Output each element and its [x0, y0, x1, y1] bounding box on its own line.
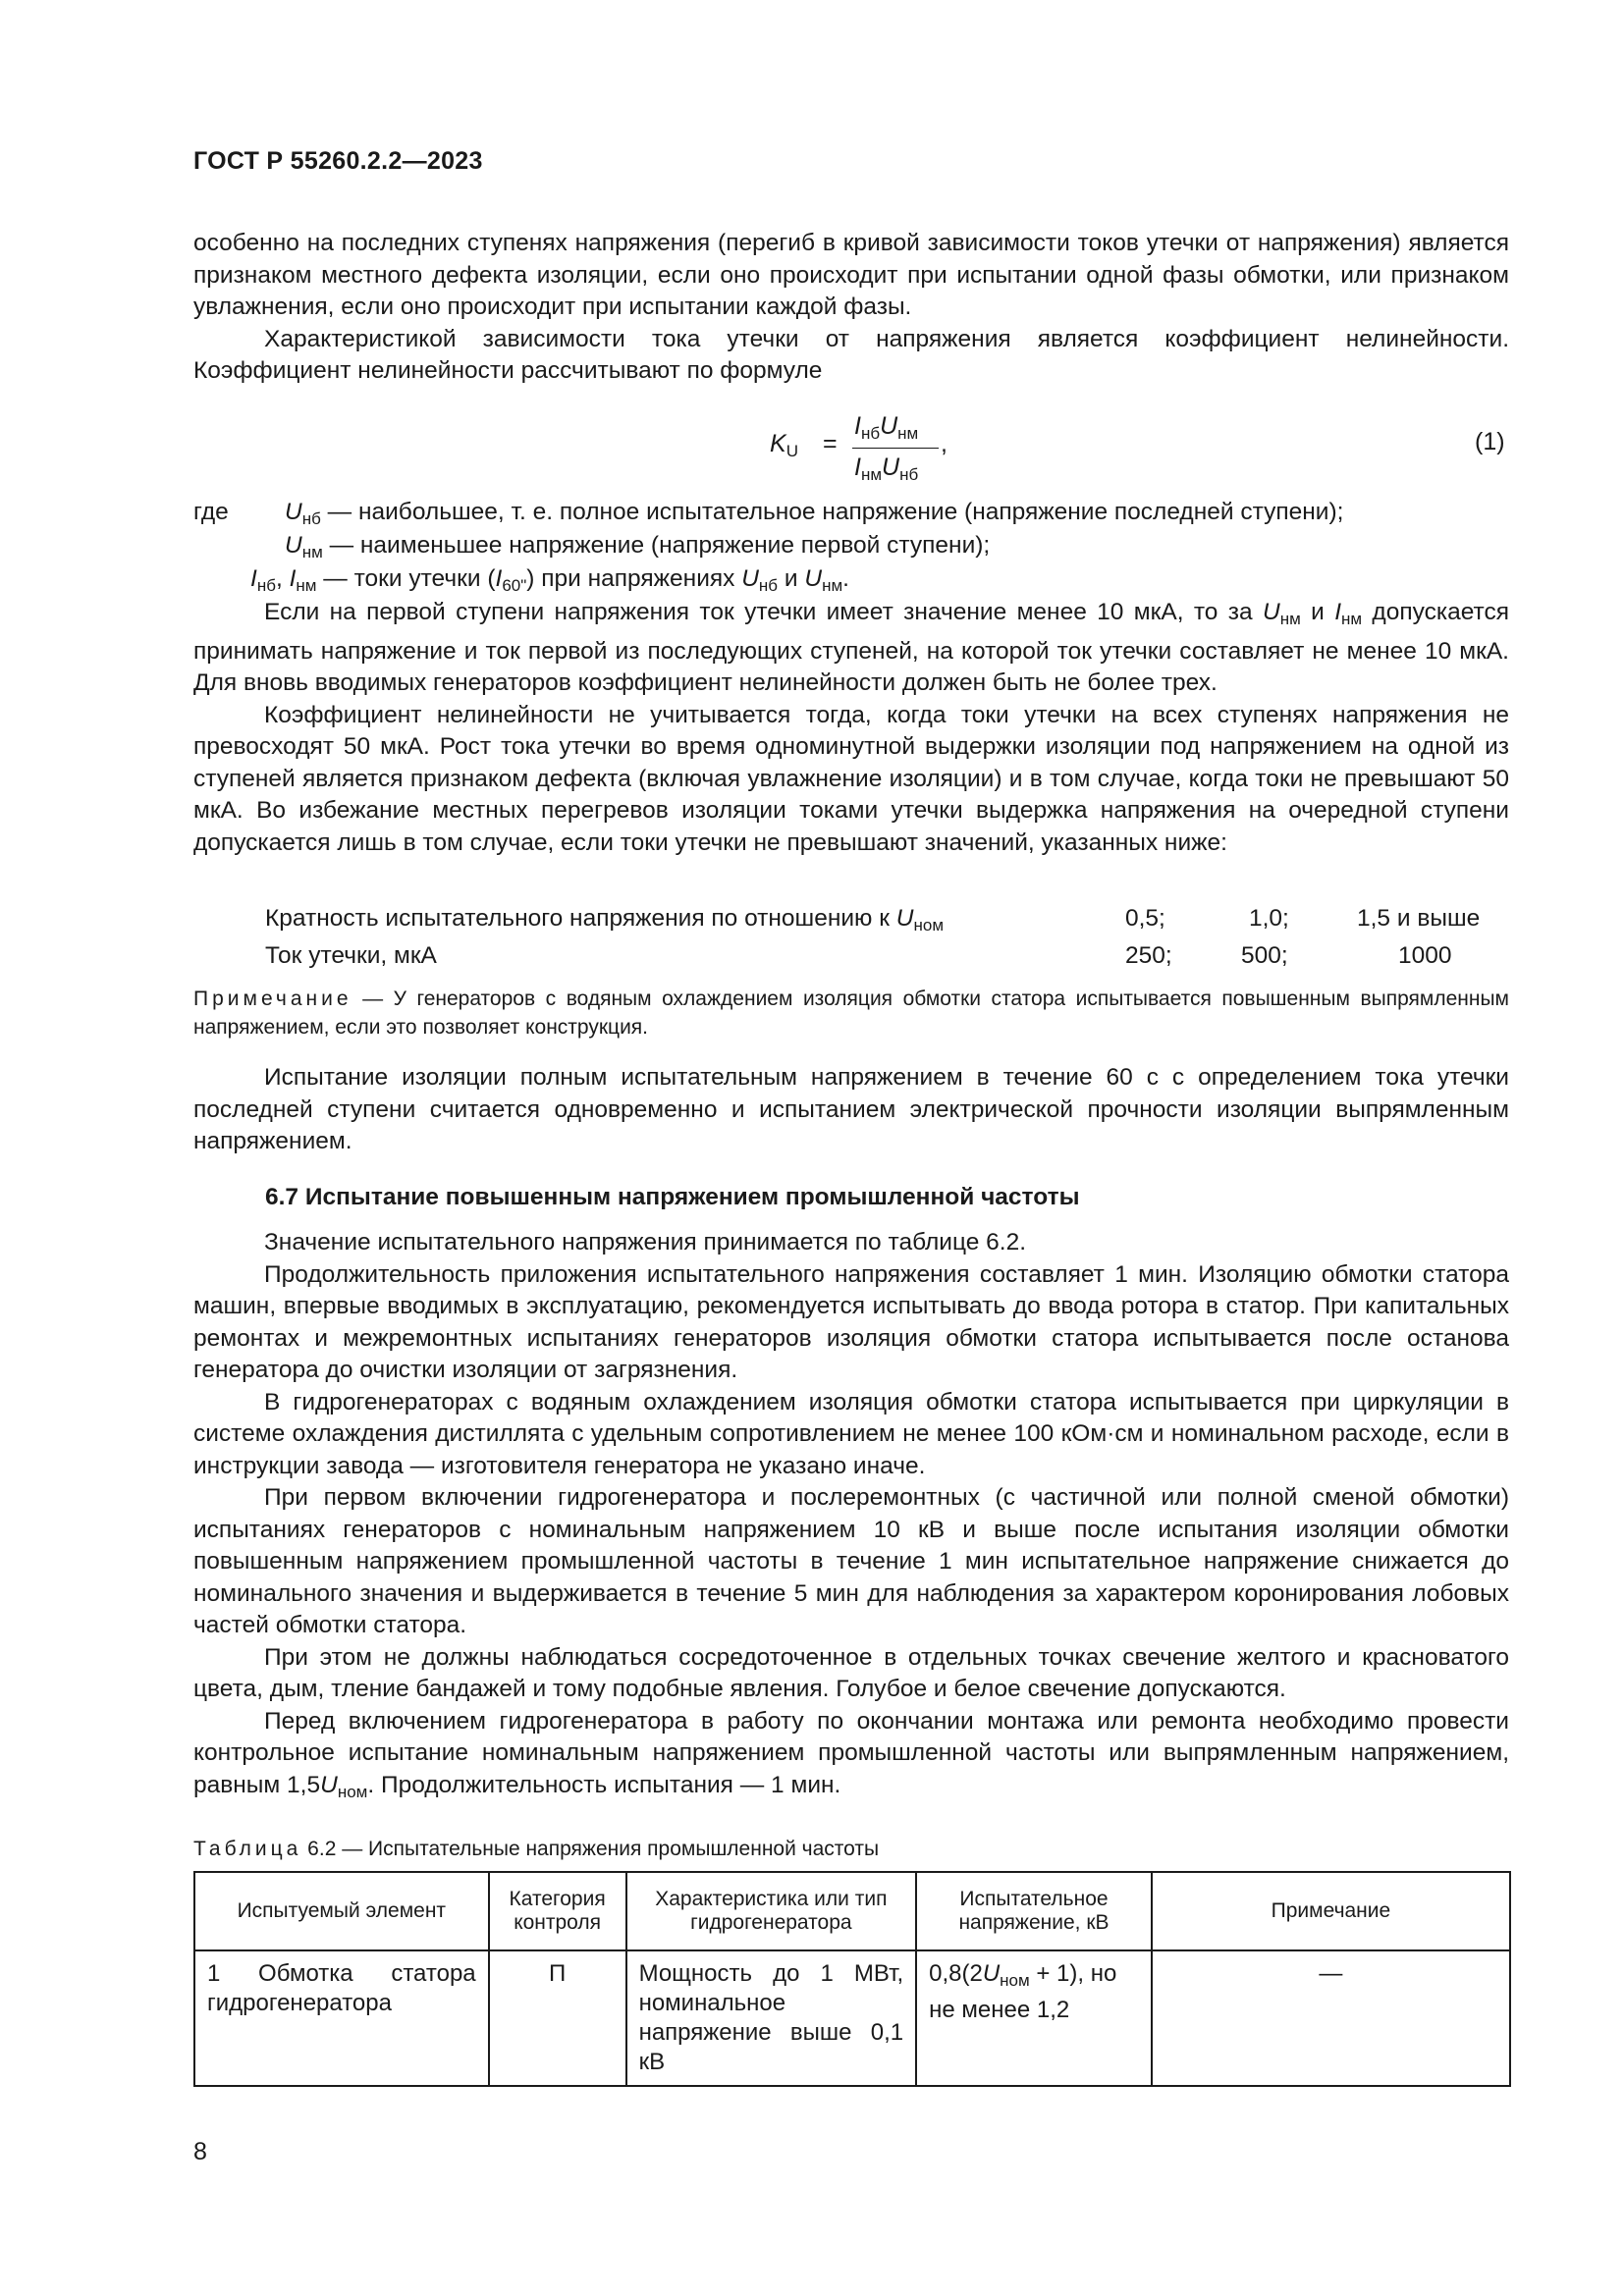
ratio-value: 1000: [1398, 942, 1452, 969]
paragraph: Значение испытательного напряжения принимается по таблице 6.2.: [264, 1229, 1027, 1255]
table-cell: —: [1152, 1950, 1510, 2086]
test-voltage-table: [193, 1871, 1511, 2087]
paragraph: Если на первой ступени напряжения ток утечки имеет значение менее 10 мкА, то за $U_{нм}$ и $I_{нм}$ допускается принимать напряжение и ток первой из последующих ступеней, на которой ток утечки составляет не менее 10 мкА. Для вновь вводимых генераторов коэффициент нелинейности должен быть не более трех.: [193, 599, 1510, 696]
paragraph: При этом не должны наблюдаться сосредоточенное в отдельных точках свечение желтого и красноватого цвета, дым, тление бандажей и тому подобные явления. Голубое и белое свечение допускаются.: [193, 1643, 1509, 1702]
body-block-2: [193, 1062, 1509, 1158]
table-header-cell: Примечание: [1152, 1872, 1510, 1950]
note: Примечание — У генераторов с водяным охлаждением изоляция обмотки статора испытывается повышенным выпрямленным напряжением, если это позволяет конструкция.: [193, 988, 1509, 1039]
where-label: где: [193, 499, 229, 525]
table-cell: П: [489, 1950, 626, 2086]
ratio-value: 250;: [1125, 942, 1172, 969]
ratio-value: 1,5 и выше: [1357, 905, 1481, 932]
formula-number: (1): [1475, 428, 1505, 455]
where-item-currents: $I_{нб}$, $I_{нм}$ — токи утечки $(I_{60"})$ при напряжениях $U_{нб}$ и $U_{нм}$.: [250, 565, 849, 595]
section-heading: 6.7 Испытание повышенным напряжением промышленной частоты: [265, 1184, 1080, 1210]
paragraph: особенно на последних ступенях напряжения (перегиб в кривой зависимости токов утечки от напряжения) является признаком местного дефекта изоляции, если оно происходит при испытании одной фазы обмотки, или признаком увлажнения, если оно происходит при испытании каждой фазы.: [193, 230, 1509, 320]
formula-numerator: $I_{нб}U_{нм}$: [854, 412, 919, 443]
table-cell: $0,8(2U_{ном} + 1)$, но не менее 1,2: [916, 1950, 1152, 2086]
table-header-cell: Категория контроля: [489, 1872, 626, 1950]
paragraph: Характеристикой зависимости тока утечки от напряжения является коэффициент нелинейности. Коэффициент нелинейности рассчитывают по формуле: [193, 325, 1509, 384]
ratio-row2-label: Ток утечки, мкА: [265, 942, 437, 969]
table-header-cell: Испытательное напряжение, кВ: [916, 1872, 1152, 1950]
ratio-value: 1,0;: [1249, 905, 1289, 932]
paragraph: Продолжительность приложения испытательного напряжения составляет 1 мин. Изоляцию обмотки статора машин, впервые вводимых в эксплуатацию, рекомендуется испытывать до ввода ротора в статор. При капитальных ремонтах и межремонтных испытаниях генераторов изоляция обмотки статора испытывается после останова генератора до очистки изоляции от загрязнения.: [193, 1260, 1509, 1383]
paragraph: В гидрогенераторах с водяным охлаждением изоляция обмотки статора испытывается при циркуляции в системе охлаждения дистиллята с удельным сопротивлением не менее 100 кОм·см и номинальном расходе, если в инструкции завода — изготовителя генератора не указано иначе.: [193, 1388, 1509, 1479]
table-header-cell: Испытуемый элемент: [194, 1872, 489, 1950]
doc-header: ГОСТ Р 55260.2.2—2023: [193, 147, 483, 175]
page-number: 8: [193, 2138, 207, 2165]
paragraph: Перед включением гидрогенератора в работу по окончании монтажа или ремонта необходимо провести контрольное испытание номинальным напряжением промышленной частоты или выпрямленным напряжением, равным $1,5U_{ном}$. Продолжительность испытания — 1 мин.: [193, 1707, 1509, 1801]
paragraph: При первом включении гидрогенератора и послеремонтных (с частичной или полной сменой обмотки) испытаниях генераторов с номинальным напряжением 10 кВ и выше после испытания изоляции обмотки повышенным напряжением промышленной частоты в течение 1 мин испытательное напряжение снижается до номинального значения и выдерживается в течение 5 мин для наблюдения за характером коронирования лобовых частей обмотки статора.: [193, 1484, 1509, 1638]
table-cell: Мощность до 1 МВт, номинальное напряжение выше 0,1 кВ: [626, 1950, 917, 2086]
where-item: $U_{нб}$ — наибольшее, т. е. полное испытательное напряжение (напряжение последней ступени);: [285, 499, 1344, 528]
ratio-value: 500;: [1241, 942, 1288, 969]
fraction-bar: [852, 448, 939, 449]
paragraph: Коэффициент нелинейности не учитывается тогда, когда токи утечки на всех ступенях напряжения не превосходят 50 мкА. Рост тока утечки во время одноминутной выдержки изоляции под напряжением на одной из ступеней является признаком дефекта (включая увлажнение изоляции) и в том случае, когда токи не превышают 50 мкА. Во избежание местных перегревов изоляции токами утечки выдержка напряжения на очередной ступени допускается лишь в том случае, если токи утечки не превышают значений, указанных ниже:: [193, 701, 1509, 856]
note-label: Примечание: [193, 988, 352, 1010]
where-item: $U_{нм}$ — наименьшее напряжение (напряжение первой ступени);: [285, 532, 991, 561]
table-header-row: [194, 1872, 1510, 1950]
table-header-cell: Характеристика или тип гидрогенератора: [626, 1872, 917, 1950]
table-row: [194, 1950, 1510, 2086]
table-caption: Таблица 6.2 — Испытательные напряжения промышленной частоты: [193, 1838, 880, 1860]
section-6-7-body: [193, 1227, 1509, 1808]
intro-block: [193, 228, 1509, 388]
formula-equals: =: [823, 430, 838, 457]
paragraph: Испытание изоляции полным испытательным напряжением в течение 60 с с определением тока утечки последней ступени считается одновременно и испытанием электрической прочности изоляции выпрямленным напряжением.: [193, 1064, 1509, 1154]
formula-lhs: $K_U$: [770, 430, 798, 460]
ratio-value: 0,5;: [1125, 905, 1165, 932]
formula-denominator: $I_{нм}U_{нб}$: [854, 454, 919, 484]
ratio-row1-label: Кратность испытательного напряжения по отношению к $U_{ном}$: [265, 905, 945, 934]
body-block-1: [193, 597, 1509, 859]
formula-knonlinearity: $K_U$ = $I_{нб}U_{нм}$ $I_{нм}U_{нб}$ ,: [770, 412, 947, 484]
table-cell: 1 Обмотка статора гидрогенератора: [194, 1950, 489, 2086]
